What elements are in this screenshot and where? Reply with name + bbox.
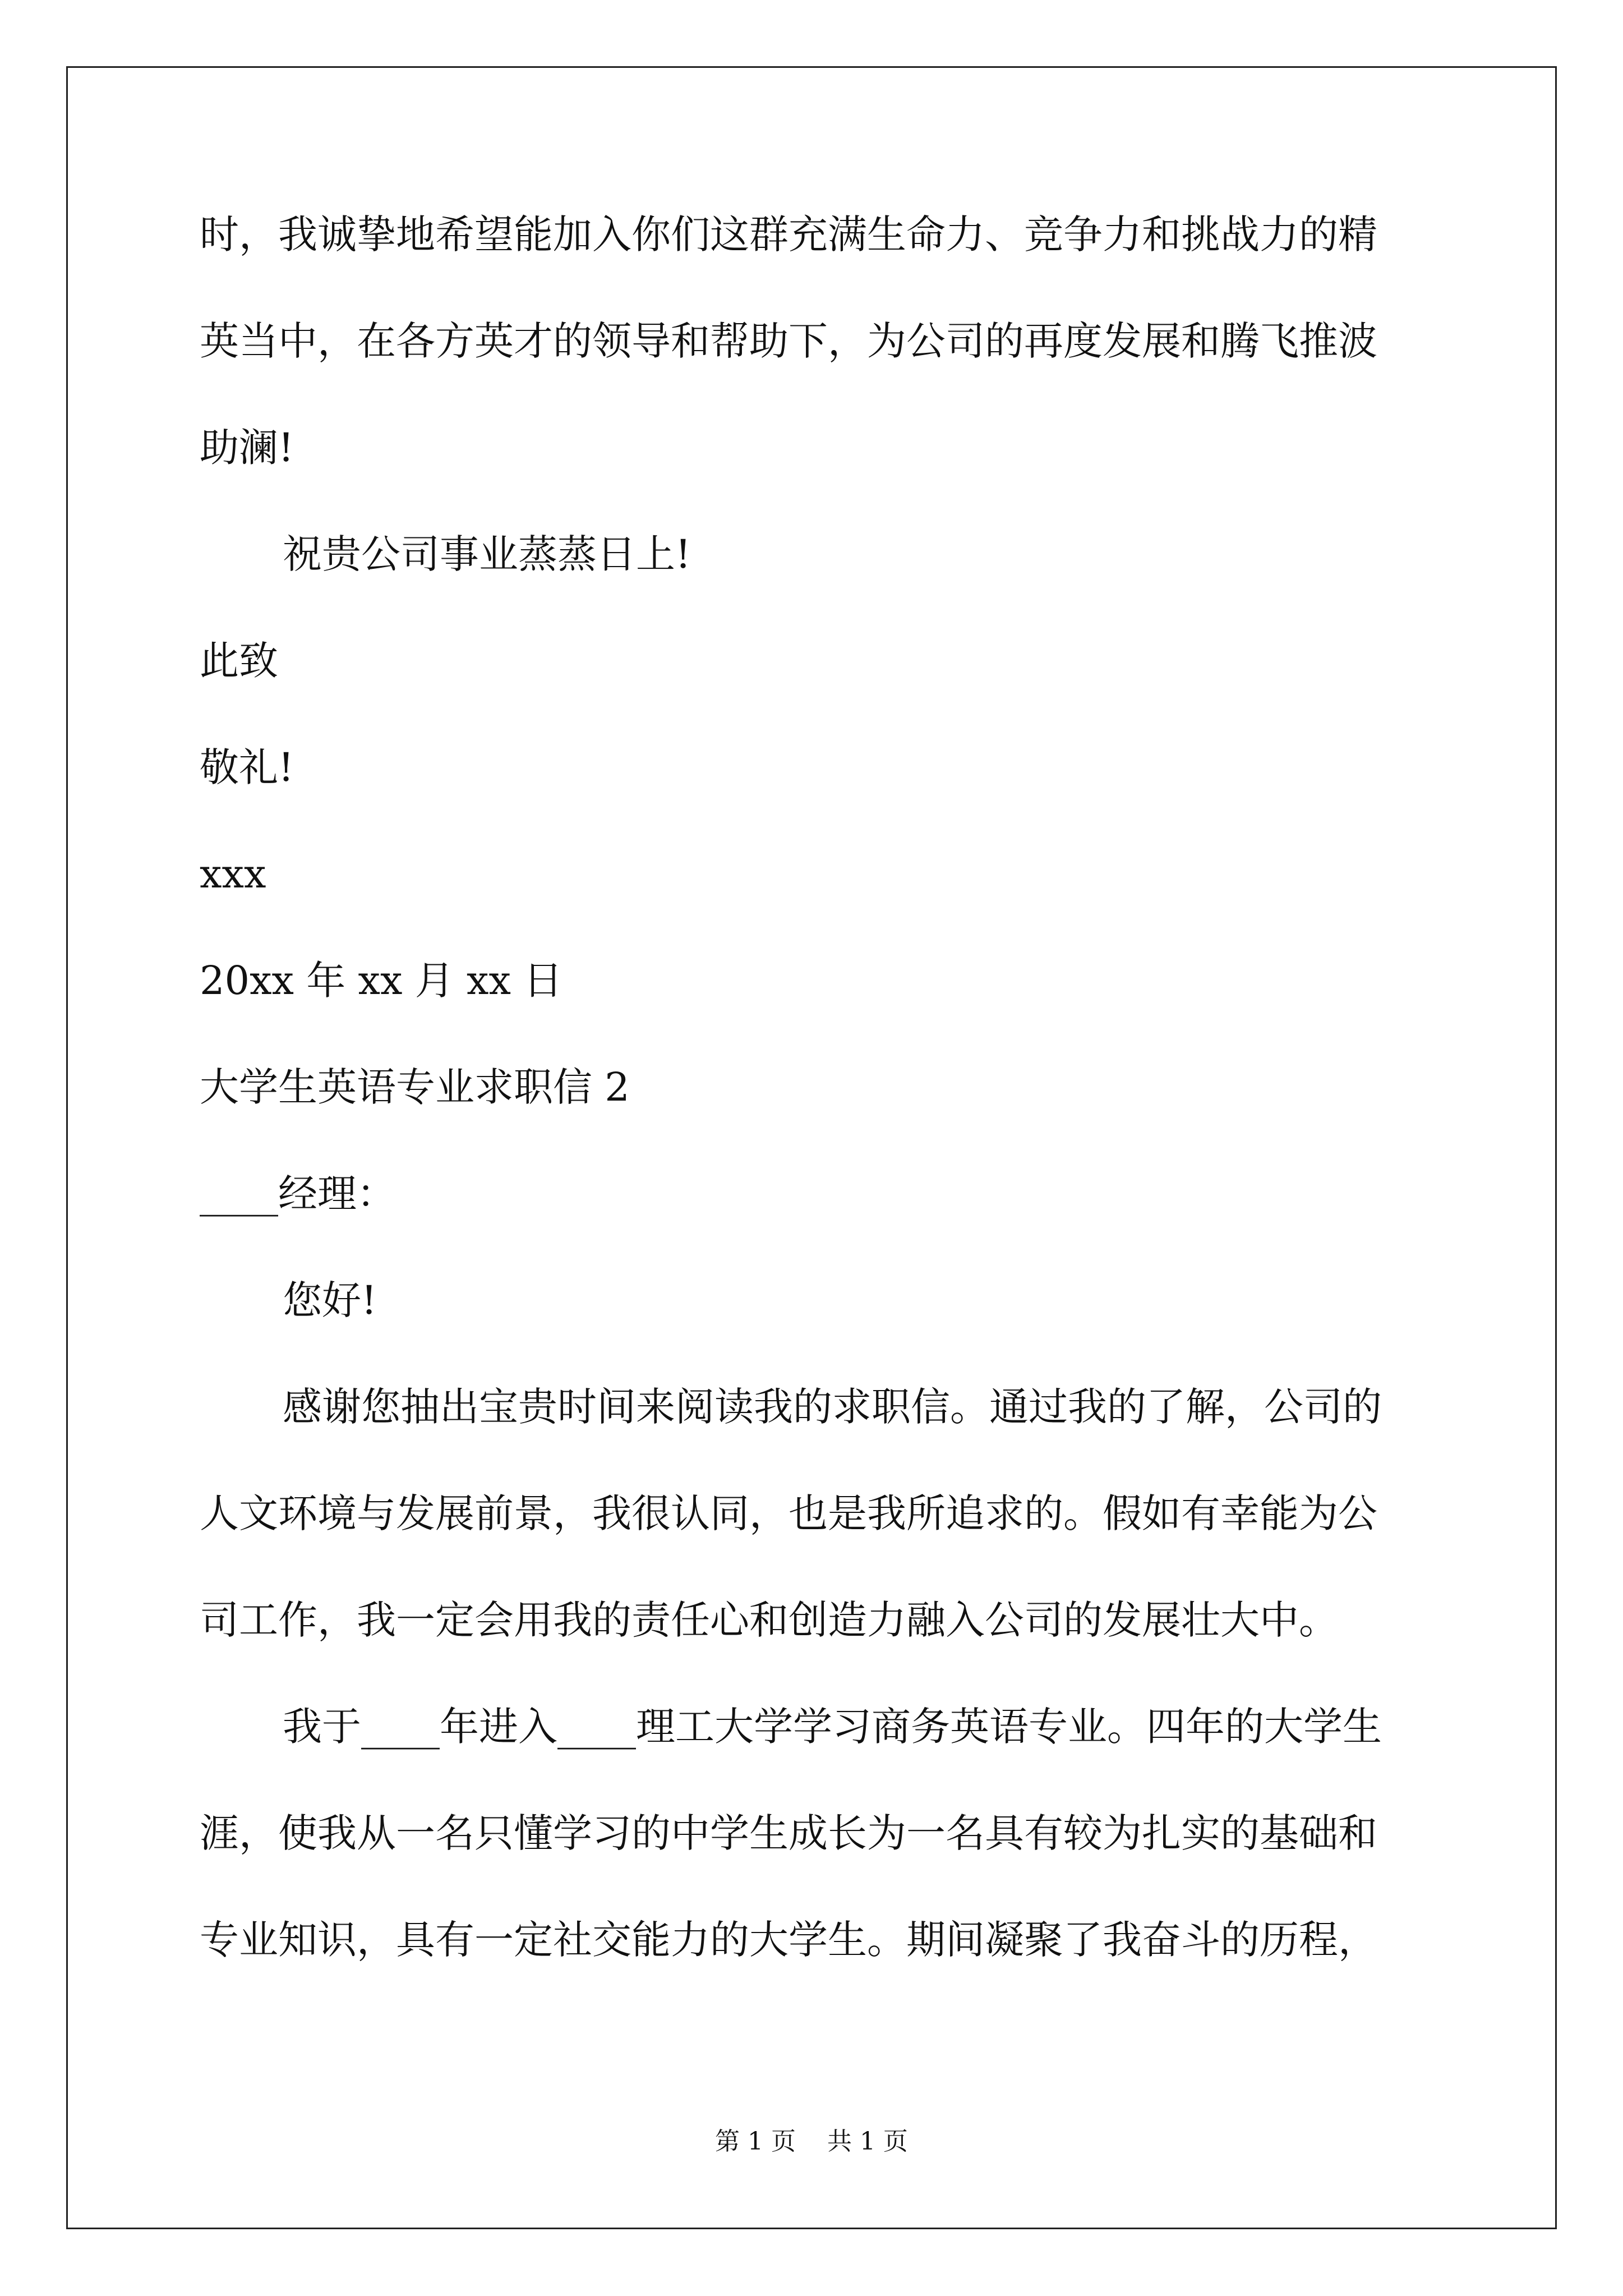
text-line: 我于____年进入____理工大学学习商务英语专业。四年的大学生 (283, 1704, 1382, 1750)
signature: xxx (200, 851, 266, 897)
text-line: 人文环境与发展前景，我很认同，也是我所追求的。假如有幸能为公 (200, 1490, 1377, 1536)
section-title: 大学生英语专业求职信 2 (200, 1064, 630, 1110)
text-line: 专业知识，具有一定社交能力的大学生。期间凝聚了我奋斗的历程， (200, 1917, 1377, 1963)
text-line: 涯，使我从一名只懂学习的中学生成长为一名具有较为扎实的基础和 (200, 1810, 1377, 1856)
date-line: 20xx 年 xx 月 xx 日 (200, 958, 563, 1004)
page-border (66, 66, 1557, 2229)
text-line: 助澜! (200, 425, 294, 471)
closing-salutation: 敬礼! (200, 744, 294, 790)
text-line: 祝贵公司事业蒸蒸日上! (283, 531, 691, 577)
page-footer: 第 1 页 共 1 页 (715, 2127, 908, 2156)
recipient-line: ____经理： (200, 1171, 396, 1217)
greeting: 您好! (283, 1277, 377, 1323)
text-line: 司工作，我一定会用我的责任心和创造力融入公司的发展壮大中。 (200, 1597, 1338, 1643)
closing-salutation: 此致 (200, 638, 278, 684)
text-line: 时，我诚挚地希望能加入你们这群充满生命力、竞争力和挑战力的精 (200, 211, 1377, 257)
text-line: 英当中，在各方英才的领导和帮助下，为公司的再度发展和腾飞推波 (200, 318, 1377, 364)
text-line: 感谢您抽出宝贵时间来阅读我的求职信。通过我的了解，公司的 (283, 1384, 1382, 1430)
